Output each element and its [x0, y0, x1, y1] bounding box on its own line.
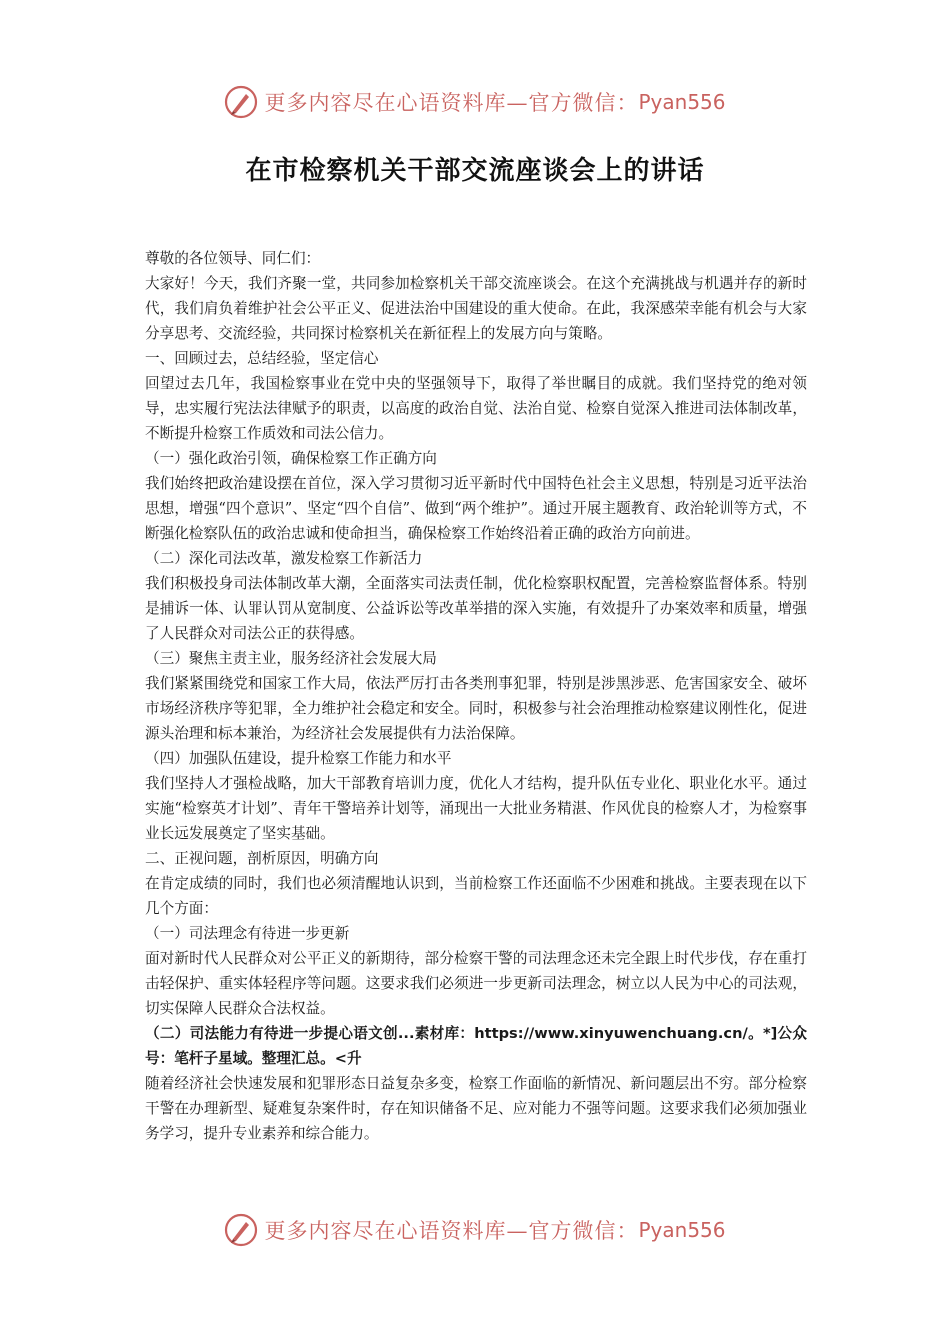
- body-paragraph: 大家好！今天，我们齐聚一堂，共同参加检察机关干部交流座谈会。在这个充满挑战与机遇并存的新时代，我们肩负着维护社会公平正义、促进法治中国建设的重大使命。在此，我深感荣幸能有机会与大家分享思考、交流经验，共同探讨检察机关在新征程上的发展方向与策略。: [145, 275, 807, 342]
- body-paragraph: 我们紧紧围绕党和国家工作大局，依法严厉打击各类刑事犯罪，特别是涉黑涉恶、危害国家安全、破坏市场经济秩序等犯罪，全力维护社会稳定和安全。同时，积极参与社会治理推动检察建议刚性化，促进源头治理和标本兼治，为经济社会发展提供有力法治保障。: [145, 675, 807, 742]
- footer-banner: [0, 1210, 950, 1250]
- body-paragraph: 在肯定成绩的同时，我们也必须清醒地认识到，当前检察工作还面临不少困难和挑战。主要表现在以下几个方面：: [145, 875, 807, 917]
- subsection-heading: （三）聚焦主责主业，服务经济社会发展大局: [145, 650, 437, 667]
- subsection-heading: （一）司法理念有待进一步更新: [145, 925, 350, 942]
- body-paragraph: 我们积极投身司法体制改革大潮，全面落实司法责任制，优化检察职权配置，完善检察监督体系。特别是捕诉一体、认罪认罚从宽制度、公益诉讼等改革举措的深入实施，有效提升了办案效率和质量，增强了人民群众对司法公正的获得感。: [145, 575, 807, 642]
- header-banner: [0, 82, 950, 122]
- body-paragraph: 面对新时代人民群众对公平正义的新期待，部分检察干警的司法理念还未完全跟上时代步伐，存在重打击轻保护、重实体轻程序等问题。这要求我们必须进一步更新司法理念，树立以人民为中心的司法观，切实保障人民群众合法权益。: [145, 950, 807, 1017]
- subsection-heading-with-promo: （二）司法能力有待进一步提心语文创...素材库：https://www.xinyuwenchuang.cn/。*]公众号：笔杆子星域。整理汇总。<升: [145, 1025, 807, 1067]
- section-heading: 一、回顾过去，总结经验，坚定信心: [145, 350, 379, 367]
- body-paragraph: 我们坚持人才强检战略，加大干部教育培训力度，优化人才结构，提升队伍专业化、职业化水平。通过实施“检察英才计划”、青年干警培养计划等，涌现出一大批业务精湛、作风优良的检察人才，为检察事业长远发展奠定了坚实基础。: [145, 775, 807, 842]
- banner-text: 更多内容尽在心语资料库—官方微信：: [264, 1219, 639, 1243]
- pen-logo-icon: [224, 85, 258, 119]
- page-title: 在市检察机关干部交流座谈会上的讲话: [245, 156, 705, 186]
- wechat-id: Pyan556: [638, 1218, 726, 1242]
- wechat-id: Pyan556: [638, 90, 726, 114]
- document-body: [145, 246, 807, 1146]
- subsection-heading: （四）加强队伍建设，提升检察工作能力和水平: [145, 750, 452, 767]
- salutation: 尊敬的各位领导、同仁们：: [145, 250, 321, 267]
- subsection-heading: （一）强化政治引领，确保检察工作正确方向: [145, 450, 437, 467]
- banner-text: 更多内容尽在心语资料库—官方微信：: [264, 91, 639, 115]
- pen-logo-icon: [224, 1213, 258, 1247]
- subsection-heading: （二）深化司法改革，激发检察工作新活力: [145, 550, 423, 567]
- body-paragraph: 我们始终把政治建设摆在首位，深入学习贯彻习近平新时代中国特色社会主义思想，特别是习近平法治思想，增强“四个意识”、坚定“四个自信”、做到“两个维护”。通过开展主题教育、政治轮训等方式，不断强化检察队伍的政治忠诚和使命担当，确保检察工作始终沿着正确的政治方向前进。: [145, 475, 807, 542]
- body-paragraph: 随着经济社会快速发展和犯罪形态日益复杂多变，检察工作面临的新情况、新问题层出不穷。部分检察干警在办理新型、疑难复杂案件时，存在知识储备不足、应对能力不强等问题。这要求我们必须加强业务学习，提升专业素养和综合能力。: [145, 1075, 807, 1142]
- section-heading: 二、正视问题，剖析原因，明确方向: [145, 850, 379, 867]
- body-paragraph: 回望过去几年，我国检察事业在党中央的坚强领导下，取得了举世瞩目的成就。我们坚持党的绝对领导，忠实履行宪法法律赋予的职责，以高度的政治自觉、法治自觉、检察自觉深入推进司法体制改革，不断提升检察工作质效和司法公信力。: [145, 375, 807, 442]
